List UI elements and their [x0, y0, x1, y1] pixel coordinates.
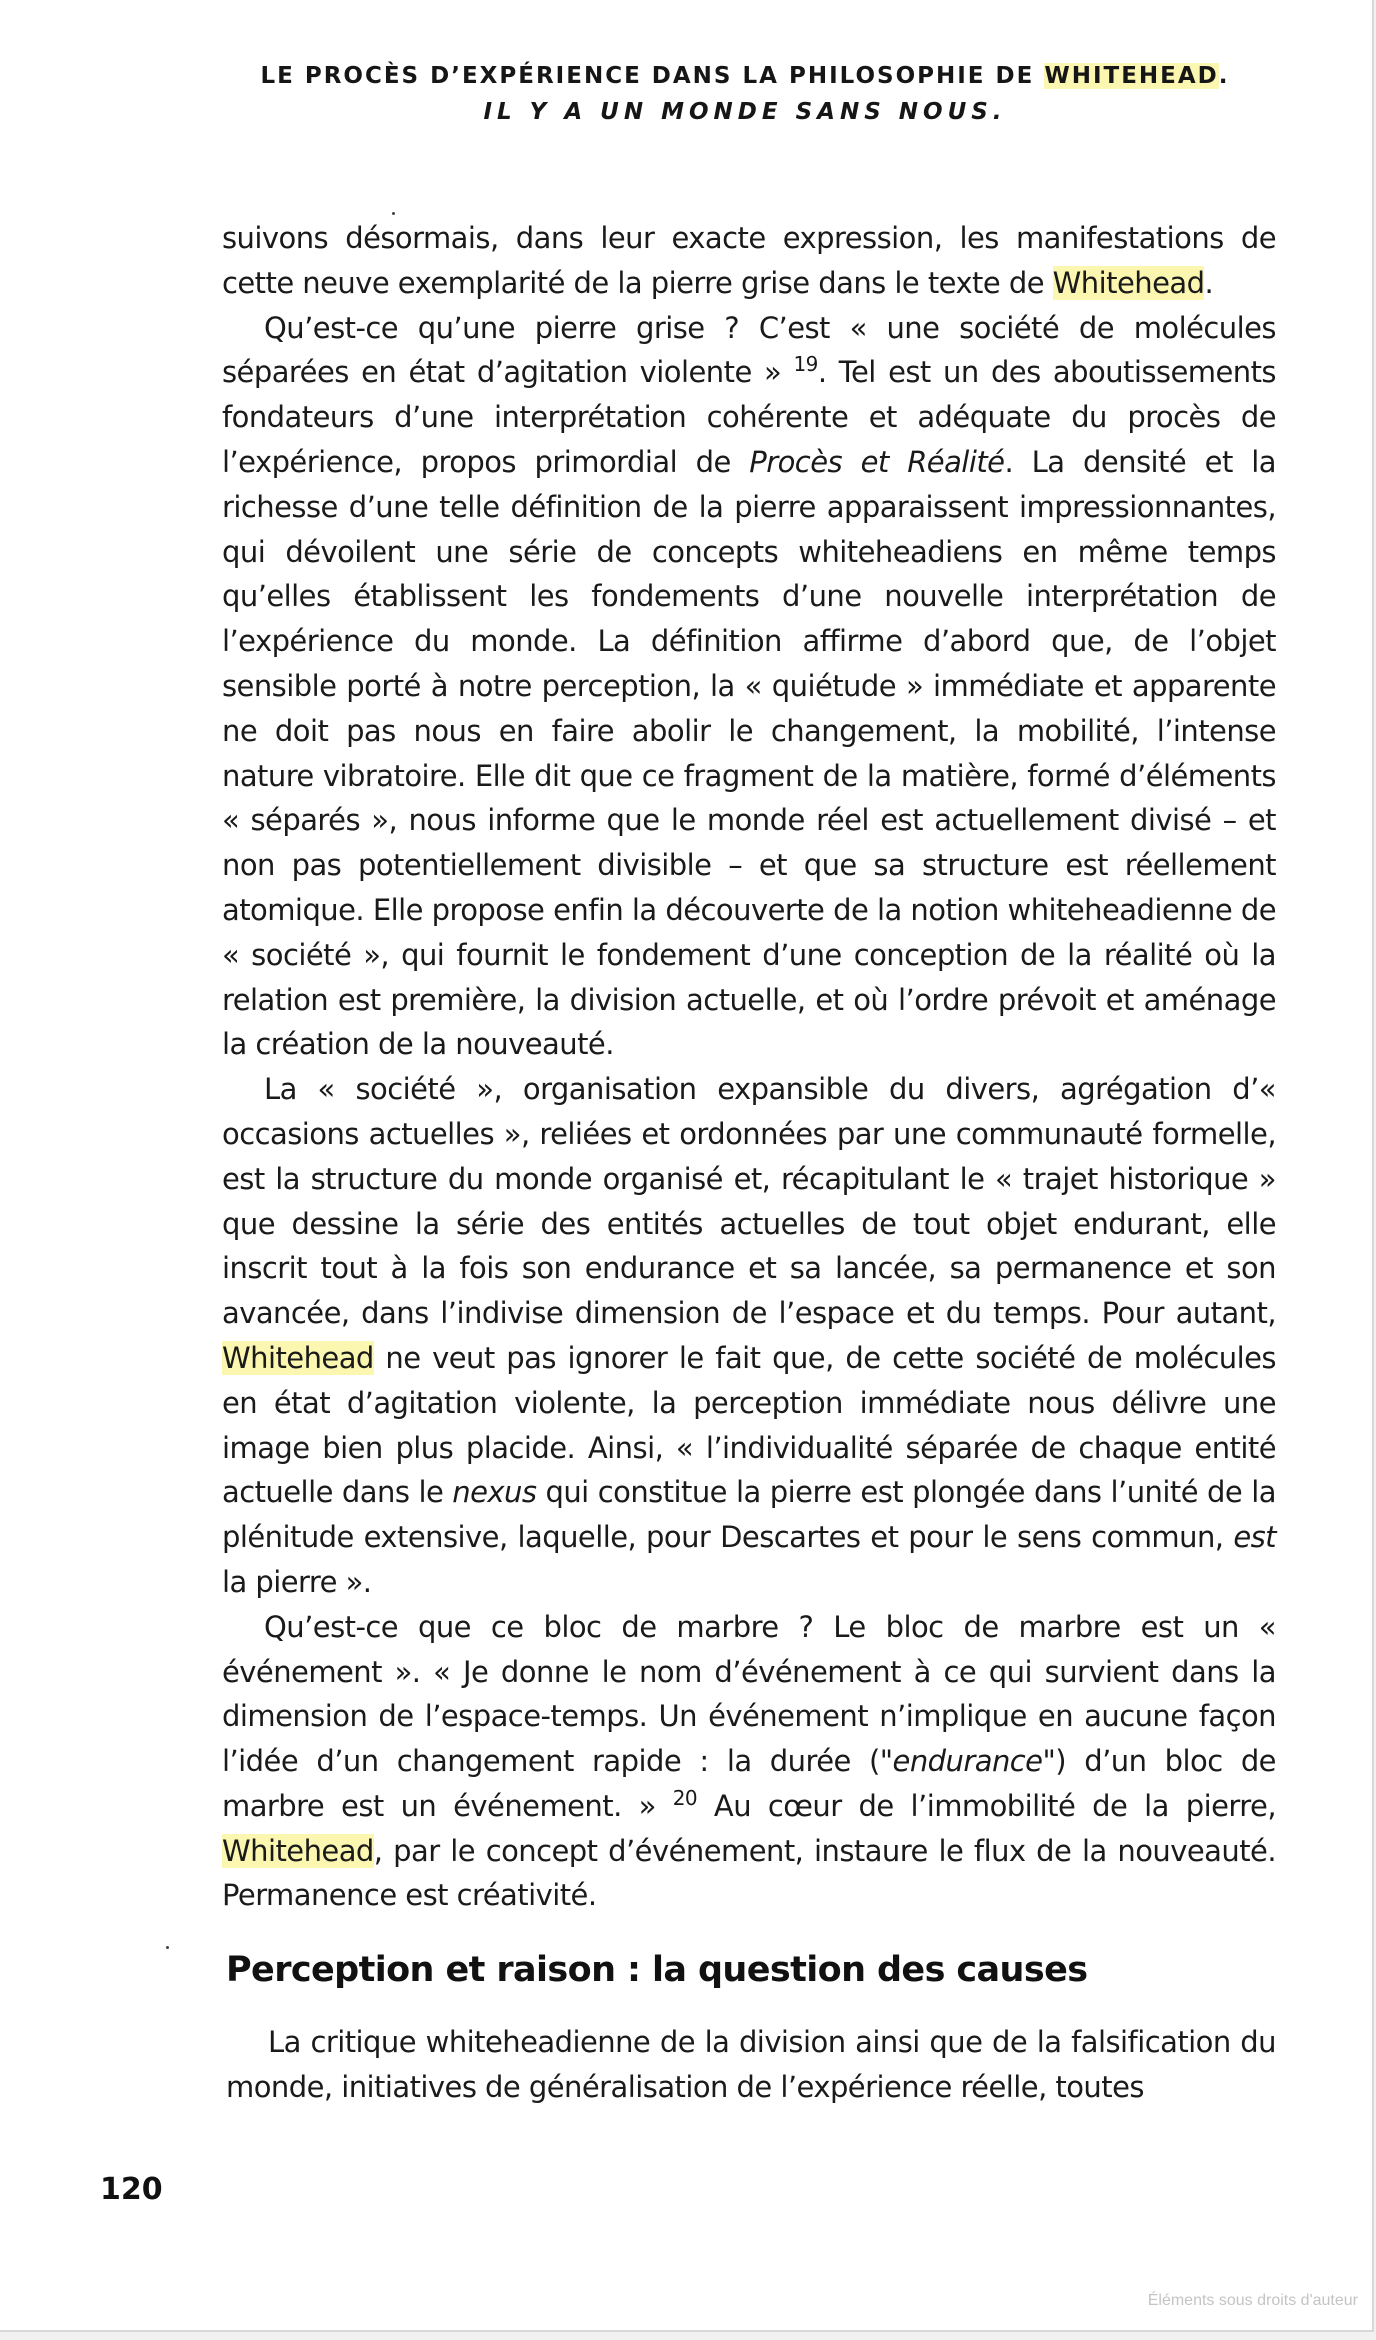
running-head-text: LE PROCÈS D’EXPÉRIENCE DANS LA PHILOSOPHIE DE — [260, 63, 1045, 89]
search-highlight[interactable]: Whitehead — [1052, 265, 1205, 300]
running-head-text: . — [1218, 63, 1230, 89]
text-run: , par le concept d’événement, instaure le flux de la nouveauté. Permanence est créativité. — [222, 1833, 1276, 1913]
text-run: Qu’est-ce qu’une pierre grise ? C’est « une société de molécules séparées en état d’agitation violente » — [222, 310, 1276, 390]
search-highlight[interactable]: WHITEHEAD — [1044, 63, 1219, 89]
text-run: . Tel est un des aboutissements fondateurs d’une interprétation cohérente et adéquate du procès de l’expérience, propos primordial de — [222, 355, 1276, 479]
section-heading: Perception et raison : la question des causes — [226, 1950, 1088, 1990]
text-run: Qu’est-ce que ce bloc de marbre ? Le bloc de marbre est un « événement ». « Je donne le nom d’événement à ce qui survient dans la dimension de l’espace-temps. Un événement n’implique en aucune façon l’idée d’un changement rapide : la durée (" — [222, 1609, 1276, 1779]
search-highlight[interactable]: Whitehead — [222, 1340, 374, 1375]
italic-term: nexus — [452, 1475, 537, 1510]
paragraph — [222, 216, 1276, 306]
text-run: . — [1204, 265, 1214, 300]
text-run: La « société », organisation expansible du divers, agrégation d’« occasions actuelles », reliées et ordonnées par une communauté formelle, est la structure du monde organisé et, récapitulant le « trajet historique » que dessine la série des entités actuelles de tout objet endurant, elle inscrit tout à la fois son endurance et sa lancée, sa permanence et son avancée, dans l’indivise dimension de l’espace et du temps. Pour autant, — [222, 1072, 1276, 1331]
text-run: . La densité et la richesse d’une telle définition de la pierre apparaissent impressionnantes, qui dévoilent une série de concepts whiteheadiens en même temps qu’elles établissent les fondements d’une nouvelle interprétation de l’expérience du monde. La définition affirme d’abord que, de l’objet sensible porté à notre perception, la « quiétude » immédiate et apparente ne doit pas nous en faire abolir le changement, la mobilité, l’intense nature vibratoire. Elle dit que ce fragment de la matière, formé d’éléments « séparés », nous informe que le monde réel est actuellement divisé – et non pas potentiellement divisible – et que sa structure est réellement atomique. Elle propose enfin la découverte de la notion whiteheadienne de « société », qui fournit le fondement d’une conception de la réalité où la relation est première, la division actuelle, et où l’ordre prévoit et aménage la création de la nouveauté. — [222, 444, 1277, 1062]
page-number: 120 — [100, 2172, 163, 2207]
speck-mark — [392, 212, 395, 215]
text-run: ne veut pas ignorer le fait que, de cette société de molécules en état d’agitation violente, la perception immédiate nous délivre une image bien plus placide. Ainsi, « l’individualité séparée de chaque entité actuelle dans le — [222, 1340, 1276, 1510]
running-head-title — [220, 58, 1270, 94]
text-run: ") d’un bloc de marbre est un événement. » — [222, 1744, 1276, 1823]
body-text — [222, 216, 1276, 1918]
italic-term: est — [1233, 1520, 1276, 1555]
italic-term: endurance — [892, 1744, 1043, 1779]
footnote-ref[interactable]: 20 — [672, 1785, 698, 1810]
text-run: la pierre ». — [222, 1564, 372, 1599]
copyright-watermark: Éléments sous droits d'auteur — [1147, 2292, 1358, 2309]
footnote-ref[interactable]: 19 — [793, 352, 818, 377]
paragraph — [222, 1605, 1276, 1919]
paragraph — [222, 1067, 1276, 1605]
search-highlight[interactable]: Whitehead — [222, 1833, 374, 1868]
text-run: suivons désormais, dans leur exacte expression, les manifestations de cette neuve exemplarité de la pierre grise dans le texte de — [222, 221, 1276, 300]
text-run: Au cœur de l’immobilité de la pierre, — [697, 1788, 1276, 1823]
text-run: qui constitue la pierre est plongée dans l’unité de la plénitude extensive, laquelle, pour Descartes et pour le sens commun, — [222, 1475, 1276, 1555]
book-title: Procès et Réalité — [749, 444, 1005, 479]
section-text — [226, 2020, 1276, 2110]
speck-mark — [166, 1946, 169, 1949]
paragraph — [222, 306, 1276, 1068]
running-head-subtitle: IL Y A UN MONDE SANS NOUS. — [483, 99, 1007, 125]
paragraph: La critique whiteheadienne de la division ainsi que de la falsification du monde, initiatives de généralisation de l’expérience réelle, toutes — [226, 2025, 1276, 2104]
